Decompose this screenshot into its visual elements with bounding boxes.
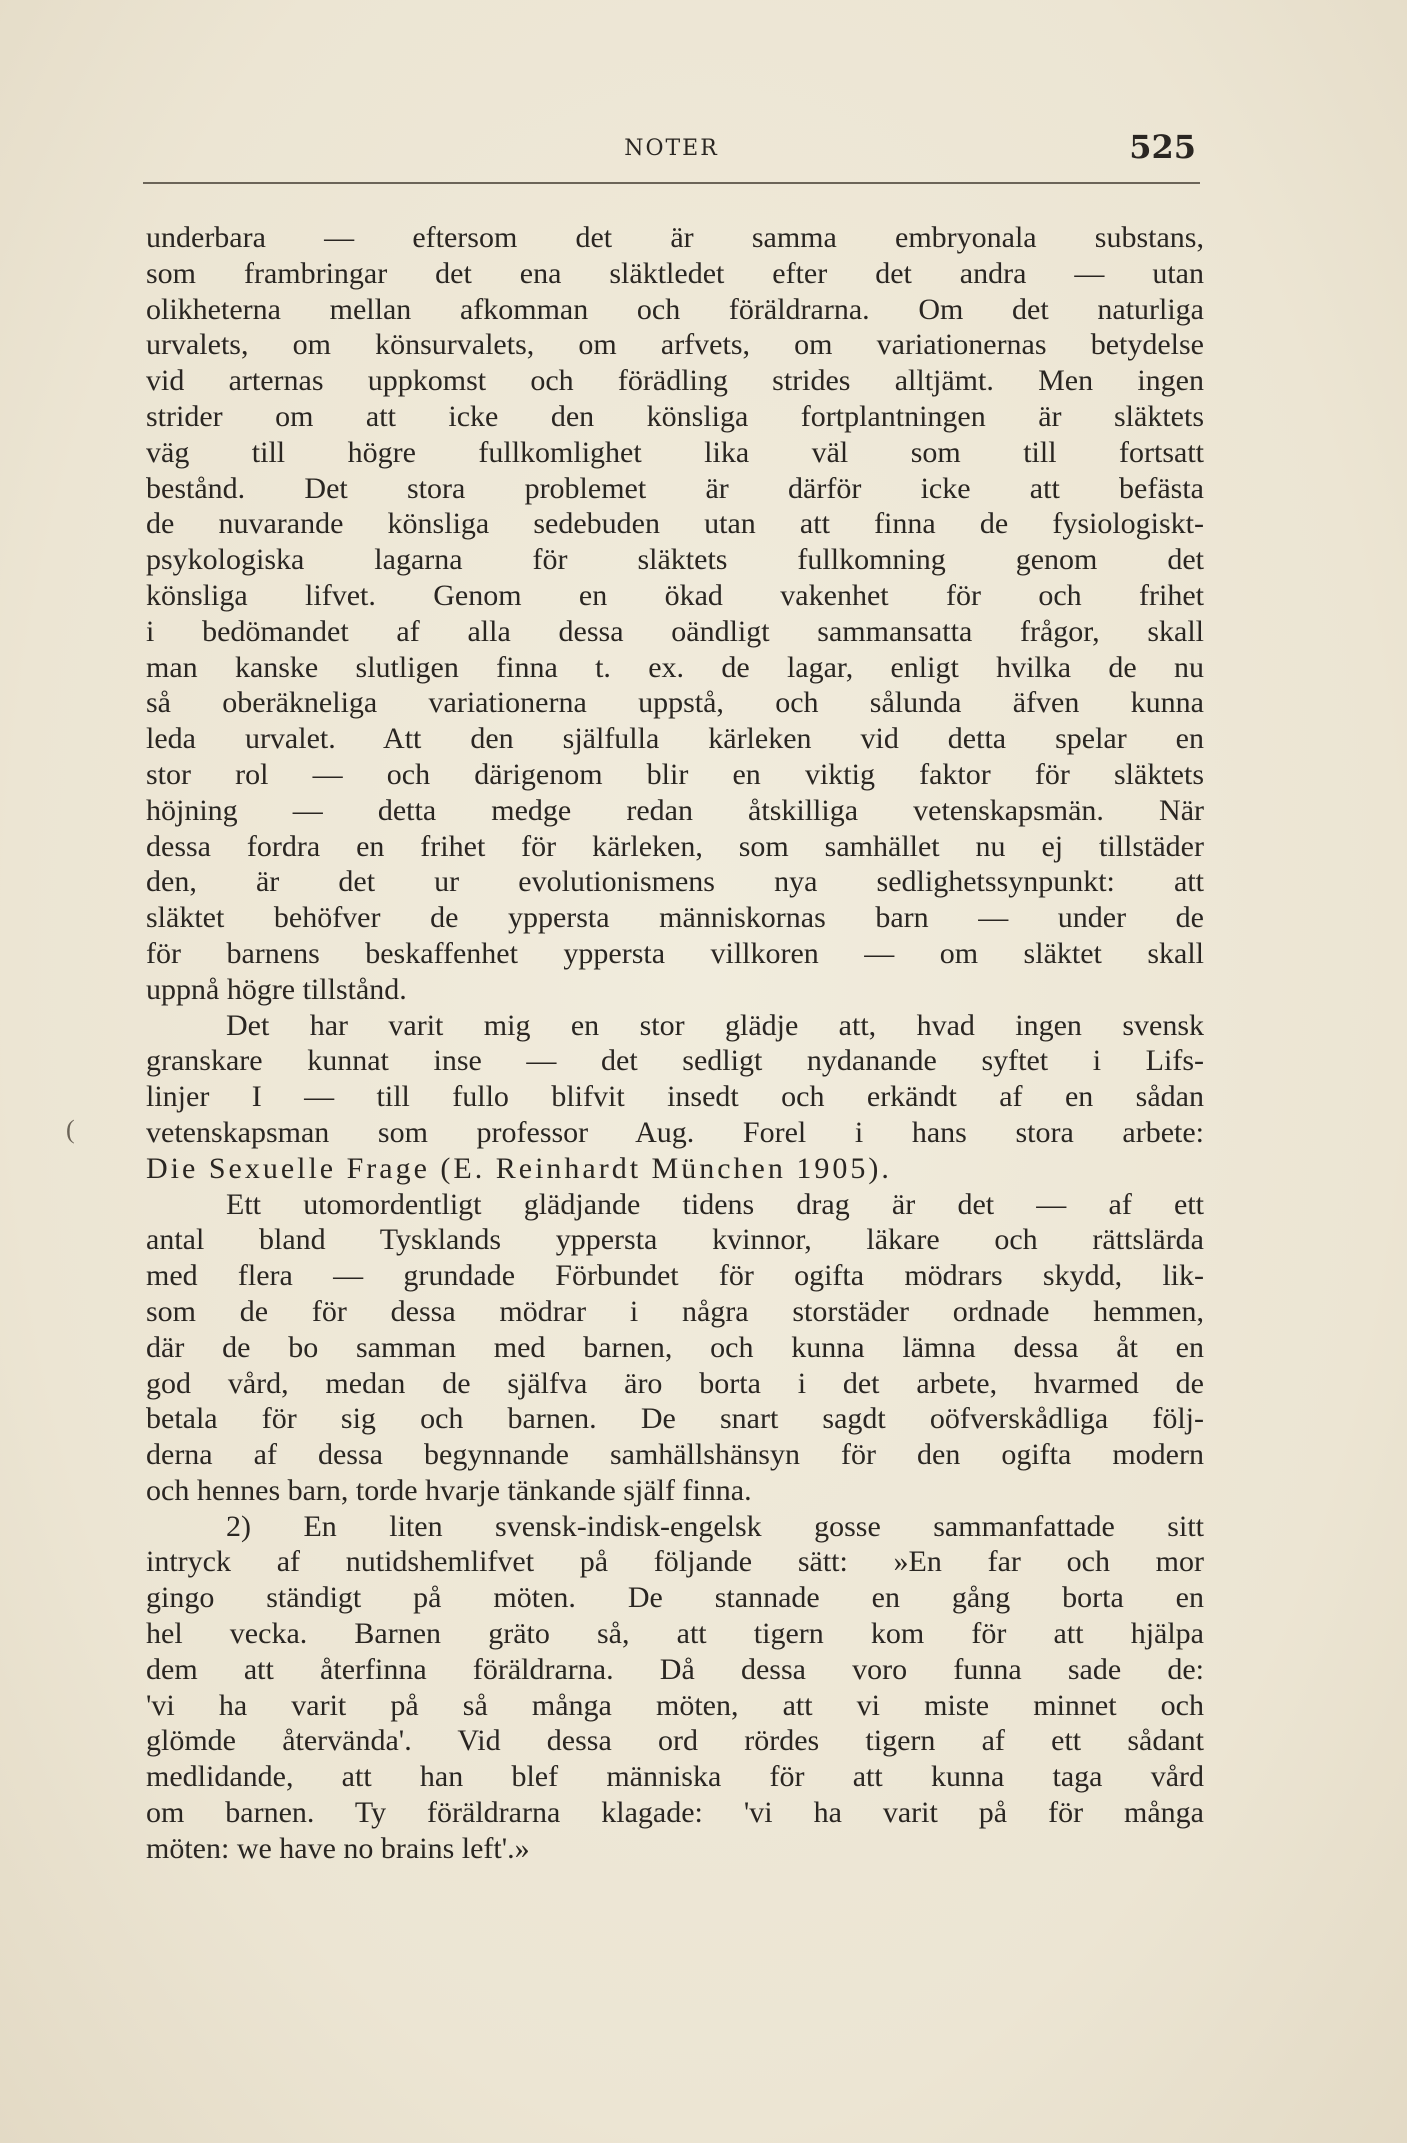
text-line: väg till högre fullkomlighet lika väl som till fortsatt xyxy=(146,435,1204,469)
text-line: och hennes barn, torde hvarje tänkande själf finna. xyxy=(146,1473,752,1507)
text-line: antal bland Tysklands yppersta kvinnor, läkare och rättslärda xyxy=(146,1223,1204,1257)
text-line: stor rol — och därigenom blir en viktig faktor för släktets xyxy=(146,757,1204,791)
body-text xyxy=(146,220,1204,1867)
text-line: medlidande, att han blef människa för att kunna taga vård xyxy=(146,1760,1204,1794)
text-line: könsliga lifvet. Genom en ökad vakenhet för och frihet xyxy=(146,578,1204,612)
text-line: intryck af nutidshemlifvet på följande sätt: »En far och mor xyxy=(146,1545,1204,1579)
text-line: där de bo samman med barnen, och kunna lämna dessa åt en xyxy=(146,1330,1204,1364)
text-line: Ett utomordentligt glädjande tidens drag är det — af ett xyxy=(226,1187,1204,1221)
text-line: god vård, medan de själfva äro borta i det arbete, hvarmed de xyxy=(146,1366,1204,1400)
text-line: så oberäkneliga variationerna uppstå, och sålunda äfven kunna xyxy=(146,686,1204,720)
text-line: som frambringar det ena släktledet efter det andra — utan xyxy=(146,256,1204,290)
text-line: dessa fordra en frihet för kärleken, som samhället nu ej tillstäder xyxy=(146,829,1204,863)
text-line: underbara — eftersom det är samma embryonala substans, xyxy=(146,221,1204,254)
text-line: bestånd. Det stora problemet är därför icke att befästa xyxy=(146,471,1204,505)
text-line: urvalets, om könsurvalets, om arfvets, om variationernas betydelse xyxy=(146,328,1204,362)
text-line: linjer I — till fullo blifvit insedt och erkändt af en sådan xyxy=(146,1080,1204,1114)
text-line: olikheterna mellan afkomman och föräldrarna. Om det naturliga xyxy=(146,292,1204,326)
text-line: man kanske slutligen finna t. ex. de lagar, enligt hvilka de nu xyxy=(146,650,1204,684)
text-line: strider om att icke den könsliga fortplantningen är släktets xyxy=(146,399,1204,433)
header-rule xyxy=(143,182,1200,184)
text-line: leda urvalet. Att den själfulla kärleken vid detta spelar en xyxy=(146,722,1204,756)
text-line: de nuvarande könsliga sedebuden utan att finna de fysiologiskt- xyxy=(146,507,1204,541)
header-title: NOTER xyxy=(624,136,719,161)
text-line: Die Sexuelle Frage (E. Reinhardt München 1905). xyxy=(146,1151,892,1185)
text-line: för barnens beskaffenhet yppersta villkoren — om släktet skall xyxy=(146,936,1204,970)
text-line: vid arternas uppkomst och förädling strides alltjämt. Men ingen xyxy=(146,364,1204,398)
text-line: gingo ständigt på möten. De stannade en gång borta en xyxy=(146,1581,1204,1615)
text-line: möten: we have no brains left'.» xyxy=(146,1831,530,1865)
text-line: om barnen. Ty föräldrarna klagade: 'vi ha varit på för många xyxy=(146,1796,1204,1830)
text-line: uppnå högre tillstånd. xyxy=(146,972,407,1006)
text-line: derna af dessa begynnande samhällshänsyn för den ogifta modern xyxy=(146,1438,1204,1472)
text-line: vetenskapsman som professor Aug. Forel i hans stora arbete: xyxy=(146,1115,1204,1149)
text-line: Det har varit mig en stor glädje att, hvad ingen svensk xyxy=(226,1008,1204,1042)
text-line: i bedömandet af alla dessa oändligt sammansatta frågor, skall xyxy=(146,614,1204,648)
text-line: med flera — grundade Förbundet för ogifta mödrars skydd, lik- xyxy=(146,1259,1204,1293)
text-line: betala för sig och barnen. De snart sagdt oöfverskådliga följ- xyxy=(146,1402,1204,1436)
text-line: hel vecka. Barnen gräto så, att tigern kom för att hjälpa xyxy=(146,1617,1204,1651)
text-line: granskare kunnat inse — det sedligt nydanande syftet i Lifs- xyxy=(146,1044,1204,1078)
running-header xyxy=(143,128,1200,168)
text-line: släktet behöfver de yppersta människornas barn — under de xyxy=(146,901,1204,935)
text-line: som de för dessa mödrar i några storstäder ordnade hemmen, xyxy=(146,1294,1204,1328)
text-line: den, är det ur evolutionismens nya sedlighetssynpunkt: att xyxy=(146,865,1204,899)
text-line: höjning — detta medge redan åtskilliga vetenskapsmän. När xyxy=(146,793,1204,827)
text-line: 2) En liten svensk-indisk-engelsk gosse sammanfattade sitt xyxy=(226,1509,1204,1543)
text-line: glömde återvända'. Vid dessa ord rördes tigern af ett sådant xyxy=(146,1724,1204,1758)
margin-mark: ( xyxy=(66,1115,75,1144)
page-number: 525 xyxy=(1129,128,1196,166)
text-line: psykologiska lagarna för släktets fullkomning genom det xyxy=(146,543,1204,577)
text-line: dem att återfinna föräldrarna. Då dessa voro funna sade de: xyxy=(146,1652,1204,1686)
text-line: 'vi ha varit på så många möten, att vi miste minnet och xyxy=(146,1688,1204,1722)
